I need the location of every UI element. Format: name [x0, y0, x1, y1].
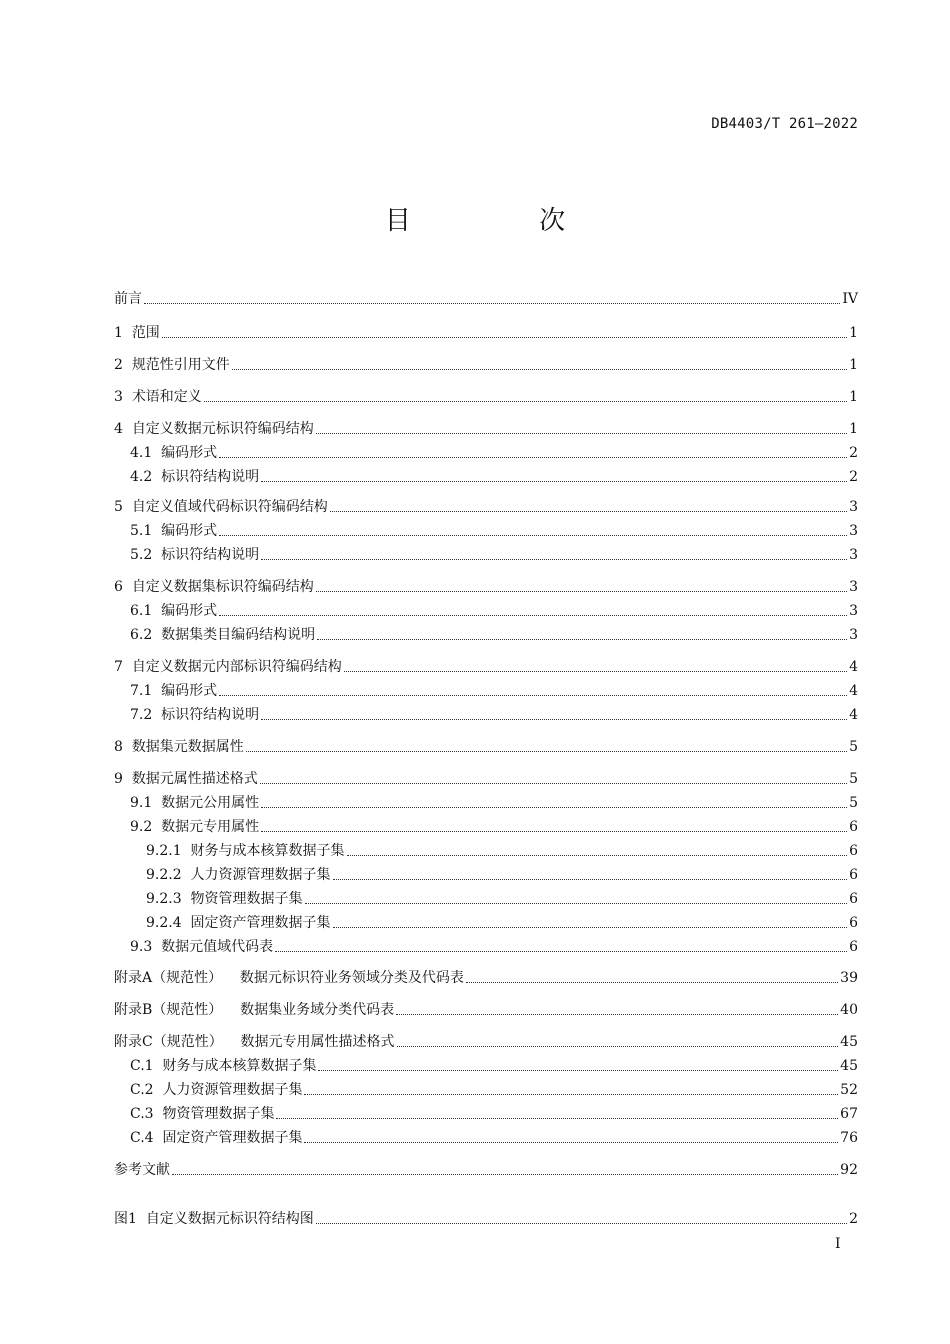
toc-entry-number: 9.2.2: [146, 867, 191, 883]
toc-entry-page: 3: [849, 627, 858, 643]
toc-entry-page: 6: [849, 843, 858, 859]
toc-entry[interactable]: [114, 577, 858, 597]
toc-entry-page: 92: [840, 1162, 858, 1178]
toc-entry[interactable]: [130, 1080, 858, 1100]
toc-entry-page: 1: [849, 325, 858, 341]
toc-entry-page: 6: [849, 819, 858, 835]
toc-entry-page: 76: [840, 1130, 858, 1146]
toc-dot-leader: [204, 401, 847, 402]
toc-dot-leader: [396, 1014, 838, 1015]
toc-entry-number: C.1: [130, 1058, 163, 1074]
toc-entry-label: 财务与成本核算数据子集: [190, 843, 345, 859]
toc-entry[interactable]: [114, 497, 858, 517]
toc-entry[interactable]: [130, 443, 858, 463]
toc-entry-label: 自定义数据元标识符结构图: [145, 1211, 314, 1227]
toc-entry-label: 参考文献: [114, 1162, 170, 1178]
toc-entry-page: 67: [840, 1106, 858, 1122]
toc-entry-label: 财务与成本核算数据子集: [162, 1058, 317, 1074]
toc-entry-number: 5.1: [130, 523, 162, 539]
toc-entry[interactable]: [130, 705, 858, 725]
toc-entry-label: 数据元公用属性: [161, 795, 260, 811]
toc-entry[interactable]: [114, 1209, 858, 1229]
toc-entry-page: 5: [849, 771, 858, 787]
toc-dot-leader: [232, 369, 847, 370]
toc-entry[interactable]: [114, 387, 858, 407]
toc-dot-leader: [304, 1142, 838, 1143]
toc-entry-number: 9.2.3: [146, 891, 191, 907]
toc-entry-label: 自定义数据集标识符编码结构: [131, 579, 314, 595]
toc-entry-number: C.2: [130, 1082, 163, 1098]
toc-dot-leader: [219, 457, 847, 458]
toc-entry[interactable]: [114, 737, 858, 757]
toc-entry-number: 1: [114, 325, 132, 341]
toc-entry-label: 标识符结构说明: [161, 707, 260, 723]
toc-dot-leader: [219, 535, 847, 536]
toc-entry-label: 数据元专用属性描述格式: [240, 1034, 395, 1050]
toc-dot-leader: [246, 751, 847, 752]
toc-entry-number: 5.2: [130, 547, 162, 563]
toc-entry-page: 3: [849, 603, 858, 619]
toc-entry-label: 范围: [131, 325, 160, 341]
toc-entry[interactable]: [114, 355, 858, 375]
toc-entry[interactable]: [114, 1032, 858, 1052]
toc-entry-page: 45: [840, 1034, 858, 1050]
toc-entry-page: 1: [849, 357, 858, 373]
toc-entry-number: 4.2: [130, 469, 162, 485]
toc-entry-label: 编码形式: [161, 523, 218, 539]
toc-entry-number: 附录B（规范性）: [114, 1002, 241, 1018]
toc-entry-page: 4: [849, 707, 858, 723]
toc-entry-page: 3: [849, 499, 858, 515]
toc-entry-number: 7: [114, 659, 132, 675]
toc-entry[interactable]: [130, 1128, 858, 1148]
toc-entry-label: 固定资产管理数据子集: [190, 915, 331, 931]
toc-entry-number: 6.1: [130, 603, 162, 619]
toc-entry-number: 图1: [114, 1211, 146, 1227]
toc-entry[interactable]: [114, 769, 858, 789]
toc-entry-number: 5: [114, 499, 132, 515]
toc-entry-number: 9: [114, 771, 132, 787]
toc-entry-label: 编码形式: [161, 445, 218, 461]
page-title: 目 次: [384, 206, 626, 236]
toc-dot-leader: [304, 1094, 838, 1095]
toc-dot-leader: [144, 303, 840, 304]
toc-entry-page: 2: [849, 445, 858, 461]
toc-entry-page: 39: [840, 970, 858, 986]
toc-entry-page: 3: [849, 547, 858, 563]
toc-entry-label: 标识符结构说明: [161, 547, 260, 563]
toc-entry-number: 9.2.4: [146, 915, 191, 931]
toc-dot-leader: [316, 1223, 847, 1224]
toc-entry-page: 6: [849, 891, 858, 907]
toc-dot-leader: [219, 615, 847, 616]
toc-entry-page: 1: [849, 389, 858, 405]
toc-entry-label: 数据元值域代码表: [161, 939, 274, 955]
toc-entry-number: 8: [114, 739, 132, 755]
toc-entry-label: 固定资产管理数据子集: [162, 1130, 303, 1146]
toc-entry[interactable]: [114, 968, 858, 988]
toc-entry-label: 编码形式: [161, 603, 218, 619]
toc-entry-label: 前言: [114, 291, 142, 307]
toc-entry-label: 人力资源管理数据子集: [162, 1082, 303, 1098]
toc-entry-number: 9.2: [130, 819, 162, 835]
toc-dot-leader: [466, 982, 838, 983]
toc-entry-number: C.3: [130, 1106, 163, 1122]
toc-entry-page: 52: [840, 1082, 858, 1098]
toc-entry-number: 附录C（规范性）: [114, 1034, 241, 1050]
toc-entry[interactable]: [114, 419, 858, 439]
toc-entry[interactable]: [130, 681, 858, 701]
toc-dot-leader: [397, 1046, 839, 1047]
toc-dot-leader: [316, 433, 847, 434]
toc-dot-leader: [219, 695, 847, 696]
toc-dot-leader: [333, 927, 848, 928]
toc-dot-leader: [261, 719, 847, 720]
toc-entry[interactable]: [114, 289, 858, 309]
toc-entry-label: 数据元属性描述格式: [131, 771, 258, 787]
toc-entry-label: 术语和定义: [131, 389, 202, 405]
toc-entry[interactable]: [146, 913, 858, 933]
toc-entry-label: 物资管理数据子集: [190, 891, 303, 907]
toc-entry[interactable]: [130, 1104, 858, 1124]
toc-entry-number: 7.2: [130, 707, 162, 723]
toc-entry-page: 5: [849, 739, 858, 755]
toc-entry[interactable]: [130, 817, 858, 837]
toc-dot-leader: [261, 481, 847, 482]
toc-dot-leader: [276, 1118, 838, 1119]
toc-entry[interactable]: [130, 545, 858, 565]
toc-dot-leader: [261, 559, 847, 560]
toc-entry-number: 9.1: [130, 795, 162, 811]
toc-entry[interactable]: [114, 1000, 858, 1020]
toc-entry-page: 2: [849, 1211, 858, 1227]
toc-entry-page: 1: [849, 421, 858, 437]
toc-entry-label: 数据元专用属性: [161, 819, 260, 835]
page-number: I: [835, 1236, 841, 1252]
toc-dot-leader: [318, 1070, 838, 1071]
toc-entry-number: 6: [114, 579, 132, 595]
toc-entry-number: 3: [114, 389, 132, 405]
toc-entry-label: 数据元标识符业务领域分类及代码表: [239, 970, 464, 986]
toc-entry-number: 2: [114, 357, 132, 373]
toc-dot-leader: [260, 783, 847, 784]
toc-dot-leader: [162, 337, 847, 338]
toc-entry-page: 4: [849, 659, 858, 675]
toc-entry-page: IV: [842, 291, 858, 307]
document-code: DB4403/T 261—2022: [711, 116, 858, 132]
toc-entry-page: 5: [849, 795, 858, 811]
toc-dot-leader: [261, 807, 847, 808]
toc-entry-label: 数据集类目编码结构说明: [161, 627, 316, 643]
toc-entry-number: 7.1: [130, 683, 162, 699]
toc-entry[interactable]: [130, 467, 858, 487]
toc-dot-leader: [344, 671, 847, 672]
toc-entry-number: 4.1: [130, 445, 162, 461]
toc-entry-number: 4: [114, 421, 132, 437]
toc-dot-leader: [333, 879, 848, 880]
toc-entry-label: 编码形式: [161, 683, 218, 699]
toc-entry-page: 6: [849, 867, 858, 883]
toc-entry[interactable]: [130, 625, 858, 645]
toc-dot-leader: [275, 951, 847, 952]
toc-entry-number: C.4: [130, 1130, 163, 1146]
toc-entry-label: 数据集元数据属性: [131, 739, 244, 755]
toc-dot-leader: [330, 511, 847, 512]
toc-entry-page: 6: [849, 915, 858, 931]
toc-entry-number: 6.2: [130, 627, 162, 643]
toc-entry-label: 规范性引用文件: [131, 357, 230, 373]
toc-dot-leader: [305, 903, 848, 904]
toc-entry-label: 自定义数据元内部标识符编码结构: [131, 659, 342, 675]
toc-entry-label: 人力资源管理数据子集: [190, 867, 331, 883]
toc-entry[interactable]: [114, 1160, 858, 1180]
toc-dot-leader: [261, 831, 847, 832]
toc-entry[interactable]: [130, 1056, 858, 1076]
toc-entry-page: 3: [849, 579, 858, 595]
toc-entry-label: 自定义值域代码标识符编码结构: [131, 499, 328, 515]
toc-entry-number: 附录A（规范性）: [114, 970, 240, 986]
toc-dot-leader: [316, 591, 847, 592]
toc-dot-leader: [347, 855, 848, 856]
toc-entry[interactable]: [130, 601, 858, 621]
toc-entry[interactable]: [146, 865, 858, 885]
toc-entry-number: 9.3: [130, 939, 162, 955]
toc-dot-leader: [172, 1174, 838, 1175]
toc-entry[interactable]: [130, 521, 858, 541]
toc-entry-page: 45: [840, 1058, 858, 1074]
toc-entry-page: 4: [849, 683, 858, 699]
toc-entry-label: 标识符结构说明: [161, 469, 260, 485]
toc-entry-page: 3: [849, 523, 858, 539]
toc-entry-label: 自定义数据元标识符编码结构: [131, 421, 314, 437]
toc-entry[interactable]: [130, 937, 858, 957]
toc-entry[interactable]: [114, 657, 858, 677]
toc-entry-page: 6: [849, 939, 858, 955]
toc-dot-leader: [317, 639, 847, 640]
toc-entry-label: 物资管理数据子集: [162, 1106, 275, 1122]
toc-entry-label: 数据集业务域分类代码表: [240, 1002, 395, 1018]
toc-entry[interactable]: [114, 323, 858, 343]
toc-entry[interactable]: [130, 793, 858, 813]
toc-entry-number: 9.2.1: [146, 843, 191, 859]
toc-entry[interactable]: [146, 841, 858, 861]
toc-entry[interactable]: [146, 889, 858, 909]
toc-entry-page: 40: [840, 1002, 858, 1018]
toc-entry-page: 2: [849, 469, 858, 485]
